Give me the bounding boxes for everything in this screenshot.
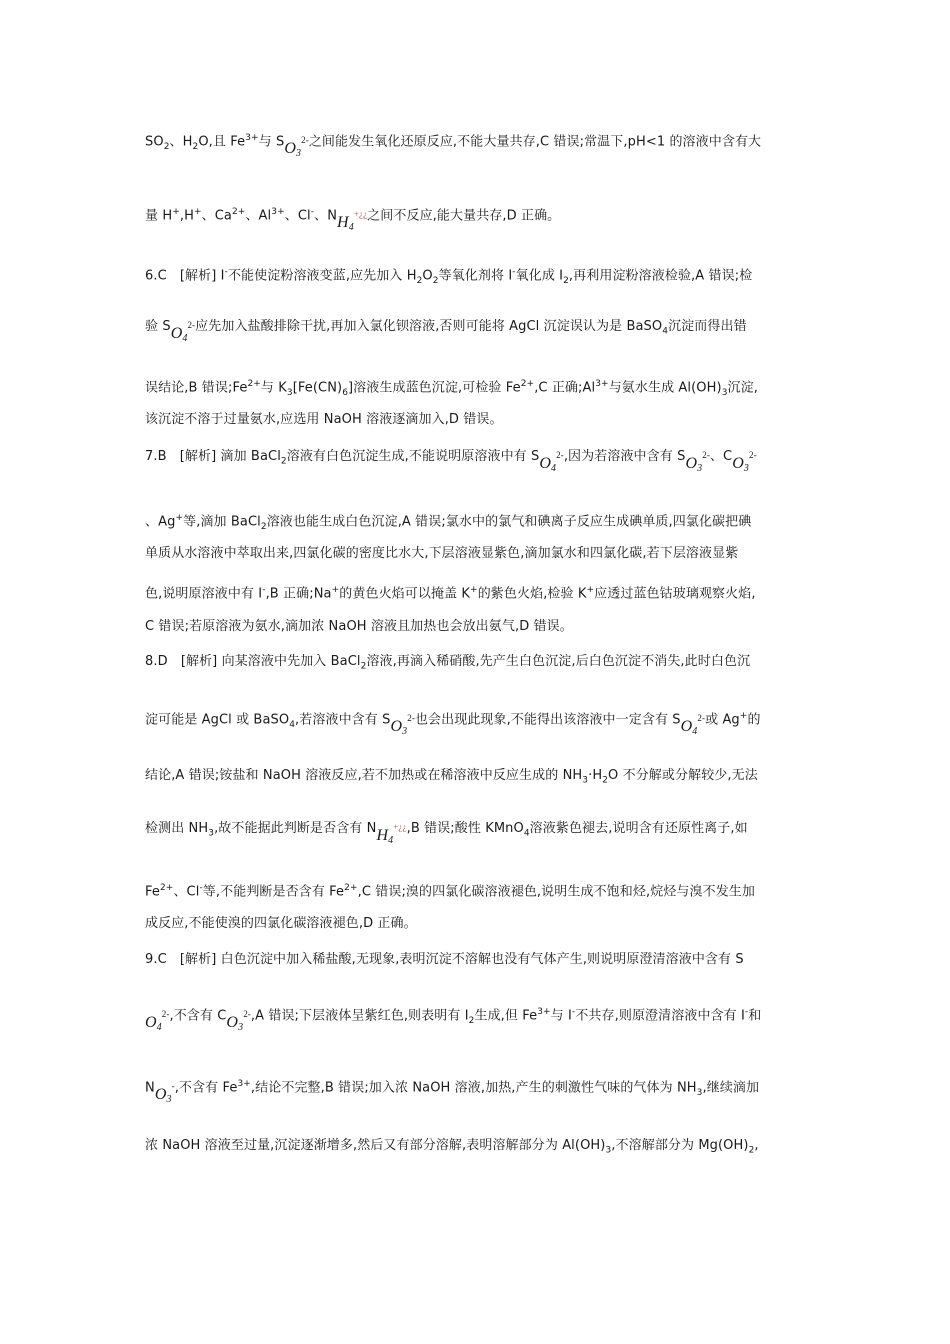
text: , — [754, 1138, 759, 1153]
superscript: 3+ — [537, 1007, 551, 1017]
subscript: 3 — [721, 387, 728, 398]
text-line — [145, 950, 825, 970]
text-line — [145, 262, 825, 291]
text: 、Al — [245, 208, 272, 224]
superscript: - — [199, 883, 203, 893]
text: 沉淀而得出错 — [668, 319, 747, 334]
text-line — [145, 818, 825, 844]
text: ,C 错误;溴的四氯化碳溶液褪色,说明生成不饱和烃,烷烃与溴不发生加 — [357, 884, 755, 900]
text: N — [145, 1080, 155, 1096]
subscript: 6 — [342, 387, 349, 398]
text-line — [145, 1002, 825, 1034]
text-line — [145, 316, 825, 342]
text-line — [145, 706, 825, 738]
superscript: + — [175, 513, 184, 523]
ion-formula: $O_4^{2-}$ — [680, 713, 706, 738]
superscript: - — [224, 267, 228, 277]
superscript: 2+ — [247, 379, 261, 389]
superscript: - — [310, 207, 315, 217]
text: ,再利用淀粉溶液检验,A 错误;检 — [568, 268, 753, 284]
superscript: + — [331, 585, 340, 595]
text: 9.C [解析] 白色沉淀中加入稀盐酸,无现象,表明沉淀不溶解也没有气体产生,则说明原澄清溶液中含有 S — [145, 952, 744, 967]
text: O — [422, 268, 433, 284]
ion-formula: $O_3^{2-}$ — [732, 450, 757, 474]
text: 与氨水生成 Al(OH) — [608, 380, 722, 396]
ion-formula: $O_3^{2-}$ — [284, 135, 309, 160]
superscript: - — [571, 1007, 576, 1017]
text: 、Ag — [145, 514, 176, 530]
text: 该沉淀不溶于过量氨水,应选用 NaOH 溶液逐滴加入,D 错误。 — [145, 412, 503, 427]
text: 、H — [169, 134, 193, 150]
subscript: 4 — [289, 719, 296, 730]
superscript: - — [744, 1007, 749, 1017]
text-line — [145, 128, 825, 160]
text: 单质从水溶液中萃取出来,四氯化碳的密度比水大,下层溶液显紫色,滴加氯水和四氯化碳,若下层溶液显紫 — [145, 546, 739, 561]
subscript: 4 — [523, 828, 530, 839]
text: 色,说明原溶液中有 I — [145, 586, 263, 602]
text: 等氧化剂将 I — [438, 268, 513, 284]
subscript: 2 — [280, 456, 287, 467]
text: ,B 正确;Na — [265, 586, 332, 602]
superscript: + — [193, 207, 202, 217]
text: O 不分解或分解较少,无法 — [608, 768, 758, 783]
text: 6.C [解析] I — [145, 268, 225, 284]
text-line — [145, 202, 825, 234]
text: 之间能发生氧化还原反应,不能大量共存,C 错误;常温下,pH<1 的溶液中含有大 — [308, 134, 762, 150]
subscript: 4 — [662, 326, 669, 337]
text: 生成,但 Fe — [474, 1008, 538, 1024]
subscript: 2 — [163, 141, 170, 152]
superscript: 2+ — [344, 883, 358, 893]
text: 溶液,再滴入稀硝酸,先产生白色沉淀,后白色沉淀不消失,此时白色沉 — [366, 654, 751, 669]
subscript: 3 — [605, 1145, 612, 1156]
text: 8.D [解析] 向某溶液中先加入 BaCl — [145, 654, 361, 669]
text: 等,不能判断是否含有 Fe — [202, 884, 345, 900]
text: 误结论,B 错误;Fe — [145, 380, 248, 396]
text: ,H — [179, 208, 194, 224]
superscript: 3+ — [271, 207, 285, 217]
text: [Fe(CN) — [292, 380, 343, 396]
ion-formula: $O_3^-$ — [154, 1081, 175, 1106]
text: 7.B [解析] 滴加 BaCl — [145, 449, 281, 464]
text: 不共存,则原澄清溶液中含有 I — [575, 1008, 745, 1024]
text: 浓 NaOH 溶液至过量,沉淀逐渐增多,然后又有部分溶解,表明溶解部分为 Al(OH) — [145, 1138, 606, 1153]
text: ,C 正确;Al — [534, 380, 596, 396]
text: 或 Ag — [705, 712, 740, 728]
text: 量 H — [145, 208, 173, 224]
superscript: + — [172, 207, 180, 217]
text: ,不含有 C — [169, 1008, 227, 1024]
text: 沉淀, — [727, 380, 758, 396]
subscript: 2 — [192, 141, 199, 152]
subscript: 3 — [582, 775, 589, 786]
superscript: 3+ — [595, 379, 609, 389]
superscript: 3+ — [237, 1079, 251, 1089]
text: ,B 错误;酸性 KMnO — [406, 821, 524, 836]
text: ·H — [588, 768, 603, 783]
text-line — [145, 410, 825, 430]
text-line — [145, 652, 825, 677]
text: 与 I — [550, 1008, 572, 1024]
text: 也会出现此现象,不能得出该溶液中一定含有 S — [414, 712, 681, 728]
text: 成反应,不能使溴的四氯化碳溶液褪色,D 正确。 — [145, 916, 417, 931]
text: 、Ca — [201, 208, 232, 224]
text: ]溶液生成蓝色沉淀,可检验 Fe — [348, 380, 521, 396]
subscript: 2 — [748, 1145, 755, 1156]
text: Fe — [145, 884, 160, 900]
subscript: 2 — [563, 275, 569, 286]
superscript: 2+ — [231, 207, 246, 217]
subscript: 3 — [286, 387, 293, 398]
text: 应先加入盐酸排除干扰,再加入氯化钡溶液,否则可能将 AgCl 沉淀误认为是 BaSO — [195, 319, 663, 334]
superscript: + — [739, 711, 748, 721]
subscript: 2 — [416, 275, 423, 286]
subscript: 2 — [360, 661, 367, 672]
text-line — [145, 508, 825, 537]
text: 溶液紫色褪去,说明含有还原性离子,如 — [529, 821, 748, 836]
text: 与 K — [260, 380, 287, 396]
text: ,不含有 Fe — [174, 1080, 238, 1096]
text-line — [145, 374, 825, 403]
text: 检测出 NH — [145, 821, 209, 836]
superscript: 2+ — [159, 883, 174, 893]
text-line — [145, 766, 825, 791]
subscript: 3 — [208, 828, 215, 839]
text: 、Cl — [173, 884, 200, 900]
text-line — [145, 914, 825, 934]
text: O,且 Fe — [198, 134, 246, 150]
text: 和 — [748, 1008, 762, 1024]
text: ,结论不完整,B 错误;加入浓 NaOH 溶液,加热,产生的刺激性气味的气体为 NH — [250, 1080, 697, 1096]
subscript: 3 — [696, 1087, 703, 1098]
text-line — [145, 580, 825, 604]
text: 、N — [314, 208, 338, 224]
text: 淀可能是 AgCl 或 BaSO — [145, 712, 290, 728]
text: 验 S — [145, 319, 171, 334]
ion-formula: $O_4^{2-}$ — [170, 320, 196, 344]
text: 应透过蓝色钴玻璃观察火焰, — [594, 586, 756, 602]
text: ,不溶解部分为 Mg(OH) — [611, 1138, 749, 1153]
ion-formula: $H_4^{+¿¿}$ — [376, 822, 407, 846]
text: 不能使淀粉溶液变蓝,应先加入 H — [227, 268, 417, 284]
text: 溶液也能生成白色沉淀,A 错误;氯水中的氯气和碘离子反应生成碘单质,四氯化碳把碘 — [266, 514, 752, 530]
text-line — [145, 446, 825, 472]
superscript: + — [470, 585, 478, 595]
text: 氧化成 I — [515, 268, 564, 284]
text-line — [145, 617, 825, 637]
text-line — [145, 1074, 825, 1106]
ion-formula: $H_4^{+¿¿}$ — [337, 209, 368, 234]
text: ,若溶液中含有 S — [295, 712, 391, 728]
subscript: 2 — [602, 775, 609, 786]
subscript: 2 — [468, 1015, 475, 1026]
text-line — [145, 878, 825, 902]
text: ,继续滴加 — [702, 1080, 760, 1096]
text-line — [145, 1136, 825, 1161]
superscript: 3+ — [245, 133, 259, 143]
text: 的 — [747, 712, 761, 728]
text: ,A 错误;下层液体呈紫红色,则表明有 I — [250, 1008, 469, 1024]
text: 与 S — [258, 134, 285, 150]
subscript: 2 — [260, 521, 267, 532]
text: 之间不反应,能大量共存,D 正确。 — [367, 208, 561, 224]
text: C 错误;若原溶液为氨水,滴加浓 NaOH 溶液且加热也会放出氨气,D 错误。 — [145, 619, 573, 634]
superscript: - — [262, 585, 266, 595]
text: 等,滴加 BaCl — [183, 514, 261, 530]
text: 溶液有白色沉淀生成,不能说明原溶液中有 S — [286, 449, 540, 464]
superscript: + — [586, 585, 595, 595]
text: SO — [145, 134, 164, 150]
text: 的紫色火焰,检验 K — [477, 586, 587, 602]
ion-formula: $O_4^{2-}$ — [539, 450, 564, 474]
ion-formula: $O_4^{2-}$ — [145, 1009, 170, 1034]
text: 的黄色火焰可以掩盖 K — [339, 586, 471, 602]
ion-formula: $O_3^{2-}$ — [685, 450, 710, 474]
superscript: - — [512, 267, 516, 277]
text: 、Cl — [284, 208, 311, 224]
ion-formula: $O_3^{2-}$ — [390, 713, 415, 738]
text: 、C — [709, 449, 733, 464]
superscript: 2+ — [520, 379, 535, 389]
text: 结论,A 错误;铵盐和 NaOH 溶液反应,若不加热或在稀溶液中反应生成的 NH — [145, 768, 583, 783]
text: ,故不能据此判断是否含有 N — [214, 821, 377, 836]
subscript: 2 — [432, 275, 439, 286]
text-line — [145, 544, 825, 564]
ion-formula: $O_3^{2-}$ — [226, 1009, 251, 1034]
text: ,因为若溶液中含有 S — [563, 449, 686, 464]
